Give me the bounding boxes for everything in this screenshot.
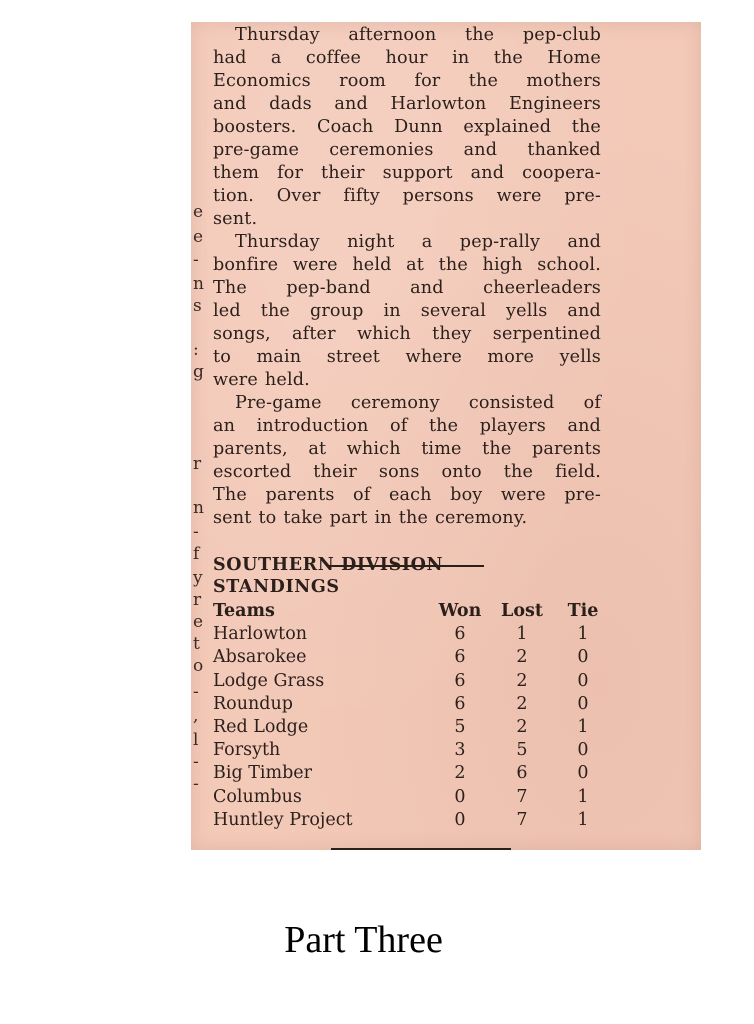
margin-fragment: o <box>193 656 204 676</box>
article-word: ceremony <box>350 393 440 413</box>
lost-value: 7 <box>516 809 528 830</box>
margin-fragment: f <box>193 544 200 564</box>
article-word: to <box>258 508 277 528</box>
article-word: Over <box>276 186 321 206</box>
table-row <box>213 623 603 646</box>
article-word: coffee <box>305 48 362 68</box>
article-word: the <box>438 255 468 275</box>
tie-value: 1 <box>577 786 589 807</box>
article-word: the <box>468 71 499 91</box>
article-word: afternoon <box>348 25 437 45</box>
table-row <box>213 716 603 739</box>
article-word: of <box>583 393 601 413</box>
standings-rows <box>213 623 603 832</box>
margin-fragment: l <box>193 730 199 750</box>
article-word: The <box>213 278 247 298</box>
article-word: take <box>283 508 323 528</box>
tie-value: 1 <box>577 716 589 737</box>
article-word: in <box>383 301 401 321</box>
article-word: Engineers <box>508 94 601 114</box>
header-tie: Tie <box>567 601 599 621</box>
won-value: 5 <box>454 716 466 737</box>
article-word: had <box>213 48 247 68</box>
team-name: Lodge Grass <box>213 670 325 691</box>
won-value: 3 <box>454 740 466 761</box>
tie-value: 0 <box>577 670 589 691</box>
article-line <box>213 369 601 392</box>
article-text <box>213 24 601 530</box>
article-word: after <box>292 324 336 344</box>
article-word: thanked <box>527 140 601 160</box>
article-word: tion. <box>213 186 254 206</box>
article-line <box>213 93 601 116</box>
article-word: the <box>398 508 429 528</box>
article-word: and <box>410 278 444 298</box>
standings-header-row <box>213 600 603 623</box>
article-word: onto <box>441 462 482 482</box>
article-line <box>213 461 601 484</box>
article-word: mothers <box>526 71 601 91</box>
article-word: Coach <box>316 117 374 137</box>
article-word: their <box>313 462 357 482</box>
article-line <box>213 438 601 461</box>
article-word: were <box>213 370 258 390</box>
margin-fragment: g <box>193 362 204 382</box>
article-word: parents, <box>213 439 288 459</box>
lost-value: 1 <box>516 624 528 645</box>
article-word: in <box>452 48 470 68</box>
article-word: support <box>382 163 453 183</box>
article-word: yells <box>559 347 601 367</box>
article-line <box>213 277 601 300</box>
article-word: pre-game <box>213 140 300 160</box>
header-won: Won <box>438 601 482 621</box>
article-word: a <box>270 48 282 68</box>
article-word: part <box>329 508 368 528</box>
article-word: bonfire <box>213 255 279 275</box>
article-word: night <box>347 232 395 252</box>
lost-value: 2 <box>516 670 528 691</box>
article-word: the <box>464 25 495 45</box>
article-word: the <box>260 301 290 321</box>
article-word: parents <box>531 439 601 459</box>
article-word: for <box>414 71 441 91</box>
article-word: ceremony. <box>435 508 528 528</box>
article-word: cheerleaders <box>483 278 601 298</box>
article-word: room <box>339 71 387 91</box>
article-word: and <box>567 301 601 321</box>
article-word: held <box>352 255 392 275</box>
article-word: Dunn <box>394 117 443 137</box>
article-word: an <box>213 416 236 436</box>
article-word: their <box>321 163 365 183</box>
article-word: Harlowton <box>390 94 487 114</box>
article-word: boy <box>450 485 483 505</box>
margin-fragment: - <box>193 682 199 702</box>
article-word: explained <box>463 117 552 137</box>
article-word: and <box>567 416 601 436</box>
article-word: led <box>213 301 241 321</box>
article-line <box>213 208 601 231</box>
article-word: coopera- <box>522 163 601 183</box>
margin-fragment: e <box>193 227 204 247</box>
article-word: sons <box>378 462 420 482</box>
article-word: group <box>309 301 364 321</box>
article-word: which <box>356 324 411 344</box>
team-name: Harlowton <box>213 624 308 645</box>
table-row <box>213 809 603 832</box>
article-word: players <box>479 416 546 436</box>
article-word: hour <box>385 48 428 68</box>
header-lost: Lost <box>501 601 543 621</box>
article-word: ceremonies <box>329 140 434 160</box>
team-name: Absarokee <box>213 647 307 668</box>
article-word: and <box>213 94 247 114</box>
table-row <box>213 739 603 762</box>
article-line <box>213 507 601 530</box>
won-value: 6 <box>454 693 466 714</box>
article-word: escorted <box>213 462 292 482</box>
article-word: and <box>470 163 505 183</box>
article-word: of <box>353 485 371 505</box>
article-word: The <box>213 485 247 505</box>
margin-fragment: : <box>193 340 199 360</box>
lost-value: 5 <box>516 740 528 761</box>
article-word: of <box>390 416 408 436</box>
margin-fragment: t <box>193 634 200 654</box>
article-word: held. <box>264 370 310 390</box>
article-word: in <box>374 508 392 528</box>
tie-value: 1 <box>577 624 589 645</box>
article-word: to <box>213 347 231 367</box>
margin-fragment: y <box>193 568 203 588</box>
article-word: school. <box>537 255 601 275</box>
article-line <box>213 24 601 47</box>
article-word: which <box>346 439 401 459</box>
article-word: more <box>487 347 535 367</box>
margin-fragment: r <box>193 590 202 610</box>
bottom-divider <box>331 848 511 850</box>
margin-fragment: - <box>193 250 199 270</box>
article-line <box>213 484 601 507</box>
article-word: the <box>482 439 512 459</box>
team-name: Red Lodge <box>213 716 309 737</box>
clipped-margin-fragments <box>191 22 211 850</box>
article-word: and <box>334 94 368 114</box>
article-line <box>213 415 601 438</box>
team-name: Huntley Project <box>213 809 353 830</box>
table-row <box>213 646 603 669</box>
article-word: parents <box>265 485 335 505</box>
lost-value: 2 <box>516 716 528 737</box>
article-word: the <box>493 48 523 68</box>
tie-value: 0 <box>577 693 589 714</box>
article-word: pre- <box>564 485 601 505</box>
article-word: were <box>496 186 542 206</box>
article-word: several <box>420 301 487 321</box>
article-word: songs, <box>213 324 271 344</box>
article-word: the <box>428 416 459 436</box>
article-word: pre- <box>564 186 601 206</box>
article-word: sent. <box>213 209 258 229</box>
article-line <box>213 392 601 415</box>
team-name: Columbus <box>213 786 302 807</box>
tie-value: 1 <box>577 809 589 830</box>
article-word: each <box>388 485 432 505</box>
standings-title-line1: SOUTHERN DIVISION <box>213 555 444 575</box>
margin-fragment: n <box>193 274 204 294</box>
article-word: pep-club <box>522 25 601 45</box>
article-word: Home <box>547 48 601 68</box>
article-word: boosters. <box>213 117 297 137</box>
article-word: pep-band <box>286 278 371 298</box>
article-word: dads <box>269 94 312 114</box>
article-word: sent <box>213 508 252 528</box>
article-word: a <box>421 232 433 252</box>
article-word: were <box>500 485 546 505</box>
newspaper-clipping <box>191 22 701 850</box>
article-word: main <box>256 347 302 367</box>
table-row <box>213 693 603 716</box>
tie-value: 0 <box>577 647 589 668</box>
margin-fragment: - <box>193 774 199 794</box>
won-value: 0 <box>454 809 466 830</box>
article-word: the <box>571 117 601 137</box>
table-row <box>213 670 603 693</box>
article-word: at <box>308 439 327 459</box>
article-line <box>213 139 601 162</box>
article-line <box>213 185 601 208</box>
margin-fragment: n <box>193 498 204 518</box>
article-word: where <box>405 347 462 367</box>
article-line <box>213 116 601 139</box>
article-word: they <box>432 324 472 344</box>
margin-fragment: , <box>193 706 199 726</box>
tie-value: 0 <box>577 740 589 761</box>
margin-fragment: - <box>193 522 199 542</box>
lost-value: 2 <box>516 693 528 714</box>
lost-value: 7 <box>516 786 528 807</box>
lost-value: 6 <box>516 763 528 784</box>
article-line <box>213 346 601 369</box>
article-word: serpentined <box>492 324 601 344</box>
table-row <box>213 762 603 785</box>
article-word: and <box>463 140 498 160</box>
standings-table <box>213 554 603 832</box>
won-value: 2 <box>454 763 466 784</box>
team-name: Roundup <box>213 693 293 714</box>
won-value: 6 <box>454 670 466 691</box>
margin-fragment: - <box>193 752 199 772</box>
article-word: high <box>482 255 523 275</box>
page-caption: Part Three <box>284 919 443 961</box>
lost-value: 2 <box>516 647 528 668</box>
article-line <box>213 70 601 93</box>
tie-value: 0 <box>577 763 589 784</box>
won-value: 6 <box>454 624 466 645</box>
article-line <box>213 300 601 323</box>
won-value: 0 <box>454 786 466 807</box>
article-word: time <box>421 439 462 459</box>
margin-fragment: s <box>193 296 202 316</box>
article-word: them <box>213 163 260 183</box>
margin-fragment: r <box>193 454 202 474</box>
article-word: at <box>406 255 425 275</box>
article-line <box>213 254 601 277</box>
article-word: the <box>503 462 534 482</box>
won-value: 6 <box>454 647 466 668</box>
team-name: Big Timber <box>213 763 313 784</box>
table-row <box>213 786 603 809</box>
header-teams: Teams <box>213 601 275 621</box>
article-word: Thursday <box>235 25 320 45</box>
team-name: Forsyth <box>213 740 281 761</box>
margin-fragment: e <box>193 612 204 632</box>
standings-title-line2: STANDINGS <box>213 577 340 597</box>
article-word: yells <box>506 301 548 321</box>
article-word: Economics <box>213 71 311 91</box>
article-word: field. <box>555 462 601 482</box>
article-word: and <box>567 232 601 252</box>
article-word: fifty <box>343 186 380 206</box>
article-word: consisted <box>468 393 555 413</box>
article-line <box>213 47 601 70</box>
article-line <box>213 323 601 346</box>
article-word: introduction <box>256 416 369 436</box>
article-word: pep-rally <box>459 232 541 252</box>
margin-fragment: e <box>193 202 204 222</box>
article-word: for <box>277 163 304 183</box>
article-word: Thursday <box>235 232 320 252</box>
article-word: persons <box>402 186 474 206</box>
article-word: street <box>326 347 381 367</box>
article-line <box>213 162 601 185</box>
article-line <box>213 231 601 254</box>
article-word: Pre-game <box>235 393 322 413</box>
article-word: were <box>292 255 338 275</box>
